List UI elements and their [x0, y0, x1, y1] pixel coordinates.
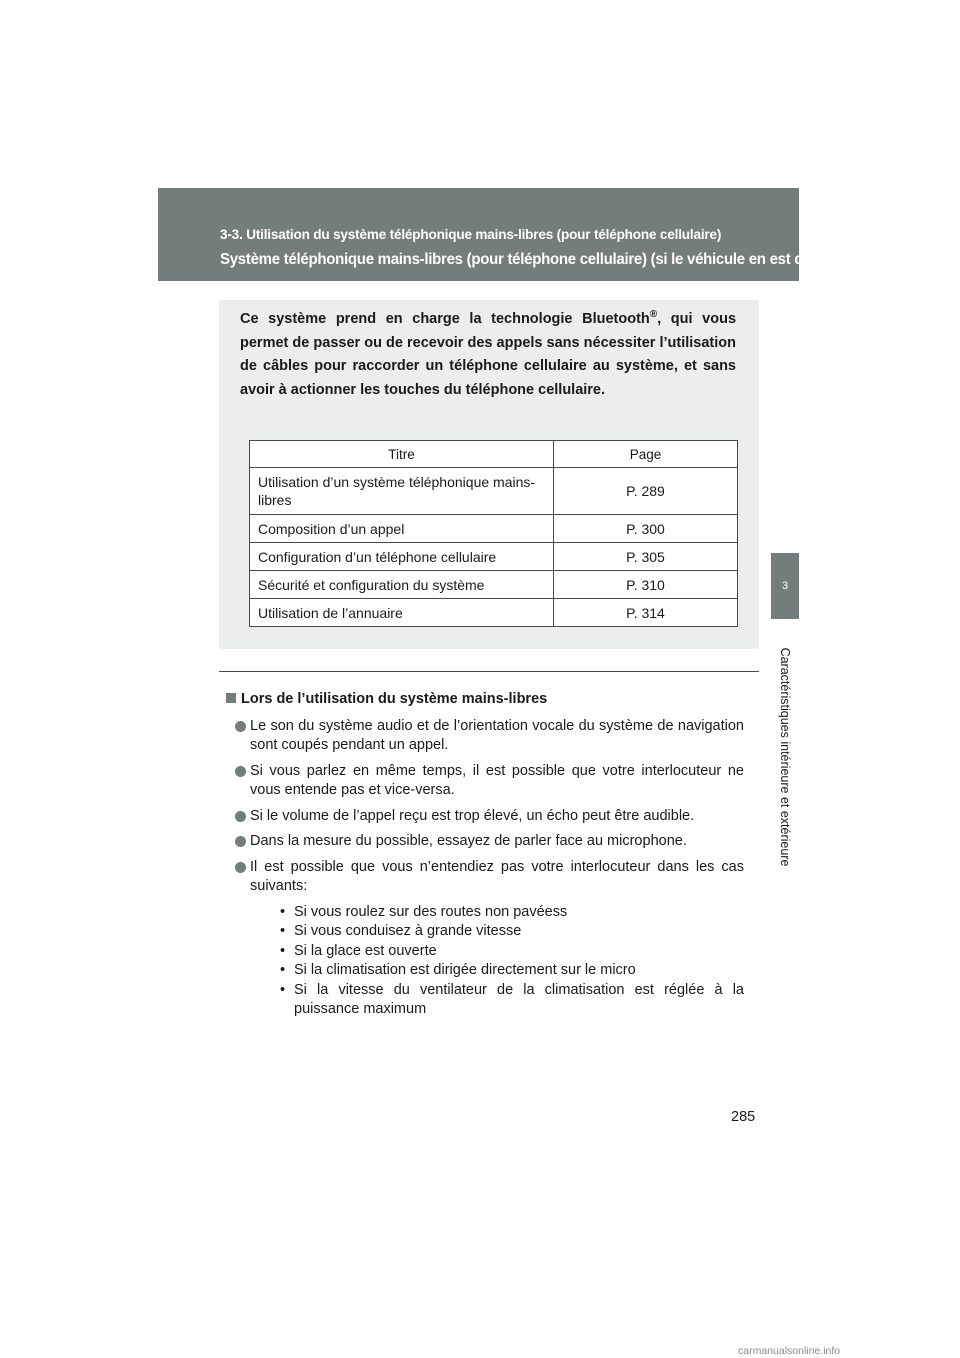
list-item-text: Dans la mesure du possible, essayez de parler face au microphone.	[250, 833, 687, 849]
circle-bullet-icon	[235, 836, 246, 847]
table-header-row	[250, 441, 738, 468]
sublist-item	[280, 981, 744, 1020]
intro-text	[240, 308, 736, 402]
list-item	[224, 832, 744, 852]
list-item	[224, 858, 744, 1020]
chapter-header	[158, 188, 830, 281]
row-title: Sécurité et configuration du système	[250, 571, 554, 599]
row-page: P. 305	[554, 543, 738, 571]
row-page: P. 310	[554, 571, 738, 599]
intro-box	[219, 300, 759, 649]
condition-sublist	[250, 903, 744, 1020]
list-item-text: Si vous parlez en même temps, il est possible que votre interlocuteur ne vous entende pas et vice-versa.	[250, 762, 744, 798]
table-row	[250, 571, 738, 599]
dot-bullet-icon: •	[280, 923, 286, 939]
sublist-item	[280, 961, 744, 981]
list-item	[224, 762, 744, 801]
section-divider	[219, 671, 759, 672]
circle-bullet-icon	[235, 721, 246, 732]
section-title	[224, 690, 744, 710]
sublist-item-text: Si vous roulez sur des routes non pavéess	[294, 903, 568, 920]
row-title: Utilisation d’un système téléphonique mains-libres	[250, 468, 554, 515]
table-row	[250, 468, 738, 515]
table-row	[250, 515, 738, 543]
intro-text-before: Ce système prend en charge la technologie Bluetooth	[240, 311, 650, 327]
table-row	[250, 599, 738, 627]
page-title: Système téléphonique mains-libres (pour téléphone cellulaire) (si le véhicule en est doté)	[220, 251, 830, 268]
dot-bullet-icon: •	[280, 962, 286, 978]
square-bullet-icon	[226, 693, 236, 703]
row-title: Configuration d’un téléphone cellulaire	[250, 543, 554, 571]
section-title-text: Lors de l’utilisation du système mains-libres	[241, 691, 548, 707]
row-page: P. 289	[554, 468, 738, 515]
registered-mark: ®	[649, 309, 658, 321]
sublist-item-text: Si vous conduisez à grande vitesse	[294, 923, 522, 939]
circle-bullet-icon	[235, 766, 246, 777]
table-row	[250, 543, 738, 571]
list-item-text: Il est possible que vous n’entendiez pas votre interlocuteur dans les cas suivants:	[250, 858, 744, 894]
sublist-item-text: Si la climatisation est dirigée directement sur le micro	[294, 962, 636, 978]
dot-bullet-icon: •	[280, 981, 286, 998]
dot-bullet-icon: •	[280, 942, 286, 959]
sublist-item-text: Si la vitesse du ventilateur de la climatisation est réglée à la puissance maximum	[294, 981, 744, 1017]
intro-text-after: , qui vous permet de passer ou de recevoir des appels sans nécessiter l’utilisation de câbles pour raccorder un téléphone cellulaire au système, et sans avoir à actionner les touches du téléphone cellulaire.	[240, 311, 737, 398]
row-page: P. 314	[554, 599, 738, 627]
row-page: P. 300	[554, 515, 738, 543]
sublist-item	[280, 922, 744, 942]
sublist-item-text: Si la glace est ouverte	[294, 942, 437, 959]
watermark: carmanualsonline.info	[738, 1345, 841, 1357]
chapter-label: Caractéristiques intérieure et extérieure	[778, 647, 792, 867]
circle-bullet-icon	[235, 862, 246, 873]
sublist-item	[280, 942, 744, 962]
list-item-text: Si le volume de l’appel reçu est trop élevé, un écho peut être audible.	[250, 807, 695, 824]
dot-bullet-icon: •	[280, 903, 286, 920]
section-label: 3-3. Utilisation du système téléphonique mains-libres (pour téléphone cellulaire)	[220, 226, 722, 242]
list-item	[224, 717, 744, 756]
sublist-item	[280, 903, 744, 923]
row-title: Composition d’un appel	[250, 515, 554, 543]
list-item-text: Le son du système audio et de l’orientation vocale du système de navigation sont coupés pendant un appel.	[250, 717, 744, 753]
page-number: 285	[731, 1109, 756, 1125]
chapter-number-tab: 3	[771, 553, 799, 619]
column-header-title: Titre	[250, 441, 554, 468]
usage-notes-section	[224, 690, 744, 1026]
contents-table	[249, 440, 738, 627]
row-title: Utilisation de l’annuaire	[250, 599, 554, 627]
list-item	[224, 807, 744, 827]
column-header-page: Page	[554, 441, 738, 468]
circle-bullet-icon	[235, 811, 246, 822]
